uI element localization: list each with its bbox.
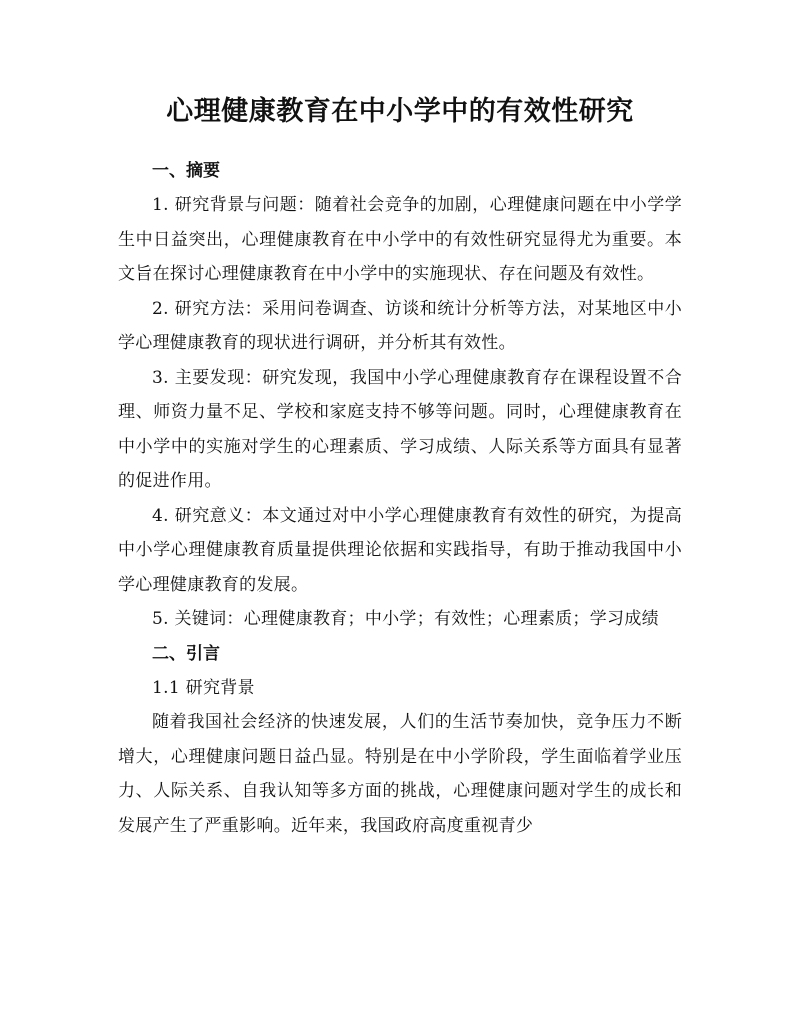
abstract-paragraph-findings: 3. 主要发现：研究发现，我国中小学心理健康教育存在课程设置不合理、师资力量不足、学校和家庭支持不够等问题。同时，心理健康教育在中小学中的实施对学生的心理素质、学习成绩、人际关系等方面具有显著的促进作用。 [118,367,682,491]
introduction-paragraph: 随着我国社会经济的快速发展，人们的生活节奏加快，竞争压力不断增大，心理健康问题日益凸显。特别是在中小学阶段，学生面临着学业压力、人际关系、自我认知等多方面的挑战，心理健康问题对学生的成长和发展产生了严重影响。近年来，我国政府高度重视青少 [118,712,682,836]
section-heading-abstract: 一、摘要 [152,161,220,181]
abstract-paragraph-method: 2. 研究方法：采用问卷调查、访谈和统计分析等方法，对某地区中小学心理健康教育的现状进行调研，并分析其有效性。 [118,298,682,353]
abstract-paragraph-significance: 4. 研究意义：本文通过对中小学心理健康教育有效性的研究，为提高中小学心理健康教育质量提供理论依据和实践指导，有助于推动我国中小学心理健康教育的发展。 [118,505,682,595]
abstract-paragraph-background: 1. 研究背景与问题：随着社会竞争的加剧，心理健康问题在中小学学生中日益突出，心理健康教育在中小学中的有效性研究显得尤为重要。本文旨在探讨心理健康教育在中小学中的实施现状、存在问题及有效性。 [118,195,682,284]
abstract-paragraph-keywords: 5. 关键词：心理健康教育；中小学；有效性；心理素质；学习成绩 [152,609,659,629]
section-heading-introduction: 二、引言 [152,643,220,664]
subsection-heading-background: 1.1 研究背景 [152,677,255,698]
document-title: 心理健康教育在中小学中的有效性研究 [166,96,634,127]
